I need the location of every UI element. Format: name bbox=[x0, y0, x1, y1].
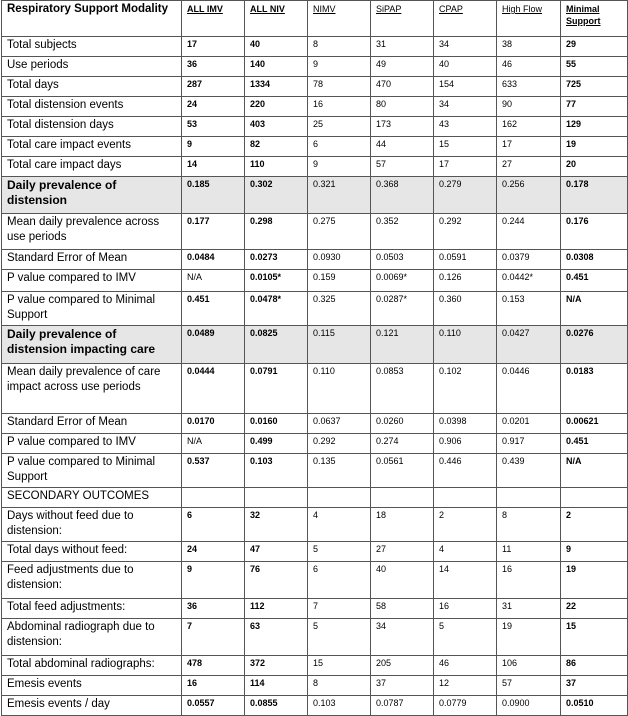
cell-high-flow: 16 bbox=[497, 562, 561, 599]
cell-minimal-support: 77 bbox=[561, 97, 628, 117]
column-header: ALL IMV bbox=[182, 1, 245, 37]
cell-sipap: 0.0260 bbox=[371, 414, 434, 434]
cell-minimal-support bbox=[561, 488, 628, 508]
cell-minimal-support: 0.00621 bbox=[561, 414, 628, 434]
cell-all-niv: 0.0273 bbox=[245, 250, 308, 270]
section-row bbox=[2, 488, 628, 508]
cell-all-niv: 0.298 bbox=[245, 214, 308, 250]
row-label: Total days bbox=[2, 77, 182, 97]
cell-all-imv: 36 bbox=[182, 57, 245, 77]
cell-high-flow: 46 bbox=[497, 57, 561, 77]
cell-minimal-support: 129 bbox=[561, 117, 628, 137]
column-header: NIMV bbox=[308, 1, 371, 37]
cell-cpap: 0.0779 bbox=[434, 696, 497, 716]
cell-high-flow: 106 bbox=[497, 656, 561, 676]
row-label: P value compared to Minimal Support bbox=[2, 292, 182, 326]
table-row bbox=[2, 364, 628, 414]
row-label: Feed adjustments due to distension: bbox=[2, 562, 182, 599]
cell-cpap: 0.0398 bbox=[434, 414, 497, 434]
cell-all-niv: 0.0160 bbox=[245, 414, 308, 434]
cell-sipap: 49 bbox=[371, 57, 434, 77]
cell-nimv: 8 bbox=[308, 37, 371, 57]
cell-minimal-support: 0.0276 bbox=[561, 326, 628, 364]
cell-minimal-support: 0.0308 bbox=[561, 250, 628, 270]
cell-high-flow: 17 bbox=[497, 137, 561, 157]
cell-cpap: 34 bbox=[434, 37, 497, 57]
column-header: SiPAP bbox=[371, 1, 434, 37]
row-label: Total distension events bbox=[2, 97, 182, 117]
cell-high-flow: 57 bbox=[497, 676, 561, 696]
cell-sipap: 0.0787 bbox=[371, 696, 434, 716]
cell-high-flow: 0.0201 bbox=[497, 414, 561, 434]
table-row bbox=[2, 676, 628, 696]
cell-sipap: 0.0561 bbox=[371, 454, 434, 488]
table-row bbox=[2, 619, 628, 656]
table-row bbox=[2, 434, 628, 454]
cell-all-imv: 24 bbox=[182, 97, 245, 117]
cell-sipap: 58 bbox=[371, 599, 434, 619]
cell-cpap: 34 bbox=[434, 97, 497, 117]
row-label: Mean daily prevalence of care impact across use periods bbox=[2, 364, 182, 414]
cell-high-flow bbox=[497, 488, 561, 508]
cell-all-niv: 47 bbox=[245, 542, 308, 562]
cell-nimv: 16 bbox=[308, 97, 371, 117]
cell-cpap: 16 bbox=[434, 599, 497, 619]
cell-cpap: 0.110 bbox=[434, 326, 497, 364]
cell-cpap: 43 bbox=[434, 117, 497, 137]
cell-high-flow: 0.439 bbox=[497, 454, 561, 488]
cell-all-niv: 0.302 bbox=[245, 177, 308, 214]
cell-all-niv: 112 bbox=[245, 599, 308, 619]
cell-nimv: 25 bbox=[308, 117, 371, 137]
cell-all-imv: 0.537 bbox=[182, 454, 245, 488]
cell-all-imv: 14 bbox=[182, 157, 245, 177]
cell-cpap: 40 bbox=[434, 57, 497, 77]
cell-high-flow: 0.153 bbox=[497, 292, 561, 326]
cell-minimal-support: 9 bbox=[561, 542, 628, 562]
cell-minimal-support: 37 bbox=[561, 676, 628, 696]
cell-cpap: 12 bbox=[434, 676, 497, 696]
cell-all-niv: 0.0791 bbox=[245, 364, 308, 414]
cell-sipap: 37 bbox=[371, 676, 434, 696]
cell-nimv: 0.159 bbox=[308, 270, 371, 292]
cell-sipap: 0.0287* bbox=[371, 292, 434, 326]
cell-high-flow: 27 bbox=[497, 157, 561, 177]
table-row bbox=[2, 454, 628, 488]
table-row bbox=[2, 599, 628, 619]
row-label: Days without feed due to distension: bbox=[2, 508, 182, 542]
table-row bbox=[2, 37, 628, 57]
cell-nimv: 5 bbox=[308, 542, 371, 562]
data-table bbox=[1, 0, 628, 716]
cell-sipap: 40 bbox=[371, 562, 434, 599]
table-row bbox=[2, 250, 628, 270]
cell-all-imv: 0.177 bbox=[182, 214, 245, 250]
cell-high-flow: 0.244 bbox=[497, 214, 561, 250]
cell-high-flow: 0.0446 bbox=[497, 364, 561, 414]
cell-all-imv: 17 bbox=[182, 37, 245, 57]
cell-all-niv: 0.0105* bbox=[245, 270, 308, 292]
cell-cpap: 0.360 bbox=[434, 292, 497, 326]
cell-minimal-support: 29 bbox=[561, 37, 628, 57]
table-row-highlight bbox=[2, 177, 628, 214]
cell-all-niv: 114 bbox=[245, 676, 308, 696]
cell-nimv: 0.321 bbox=[308, 177, 371, 214]
column-header: High Flow bbox=[497, 1, 561, 37]
cell-nimv: 8 bbox=[308, 676, 371, 696]
cell-nimv: 0.325 bbox=[308, 292, 371, 326]
table-row bbox=[2, 157, 628, 177]
cell-cpap: 0.292 bbox=[434, 214, 497, 250]
cell-all-niv: 372 bbox=[245, 656, 308, 676]
table-row bbox=[2, 214, 628, 250]
cell-high-flow: 90 bbox=[497, 97, 561, 117]
row-label: Total feed adjustments: bbox=[2, 599, 182, 619]
cell-high-flow: 8 bbox=[497, 508, 561, 542]
cell-all-niv: 32 bbox=[245, 508, 308, 542]
cell-sipap bbox=[371, 488, 434, 508]
cell-all-niv: 63 bbox=[245, 619, 308, 656]
row-label: P value compared to IMV bbox=[2, 434, 182, 454]
cell-cpap bbox=[434, 488, 497, 508]
cell-all-imv: 287 bbox=[182, 77, 245, 97]
table-row bbox=[2, 656, 628, 676]
cell-all-niv: 140 bbox=[245, 57, 308, 77]
cell-nimv: 0.292 bbox=[308, 434, 371, 454]
row-label: Abdominal radiograph due to distension: bbox=[2, 619, 182, 656]
cell-sipap: 57 bbox=[371, 157, 434, 177]
table-row bbox=[2, 270, 628, 292]
cell-all-imv: N/A bbox=[182, 434, 245, 454]
cell-nimv: 0.115 bbox=[308, 326, 371, 364]
row-label: Emesis events bbox=[2, 676, 182, 696]
cell-cpap: 0.279 bbox=[434, 177, 497, 214]
cell-nimv: 9 bbox=[308, 57, 371, 77]
cell-nimv: 0.0930 bbox=[308, 250, 371, 270]
cell-all-imv: 9 bbox=[182, 137, 245, 157]
cell-minimal-support: 15 bbox=[561, 619, 628, 656]
cell-high-flow: 19 bbox=[497, 619, 561, 656]
cell-cpap: 0.126 bbox=[434, 270, 497, 292]
cell-all-niv: 220 bbox=[245, 97, 308, 117]
table-row bbox=[2, 562, 628, 599]
cell-minimal-support: 55 bbox=[561, 57, 628, 77]
cell-nimv: 6 bbox=[308, 562, 371, 599]
cell-cpap: 46 bbox=[434, 656, 497, 676]
cell-sipap: 0.121 bbox=[371, 326, 434, 364]
table-row bbox=[2, 414, 628, 434]
table-row bbox=[2, 292, 628, 326]
cell-cpap: 2 bbox=[434, 508, 497, 542]
table-row bbox=[2, 77, 628, 97]
cell-all-imv: 16 bbox=[182, 676, 245, 696]
cell-minimal-support: 22 bbox=[561, 599, 628, 619]
cell-minimal-support: 19 bbox=[561, 562, 628, 599]
cell-all-imv: 9 bbox=[182, 562, 245, 599]
cell-sipap: 80 bbox=[371, 97, 434, 117]
cell-nimv: 0.103 bbox=[308, 696, 371, 716]
cell-high-flow: 11 bbox=[497, 542, 561, 562]
cell-all-niv bbox=[245, 488, 308, 508]
cell-sipap: 0.0853 bbox=[371, 364, 434, 414]
row-label: Mean daily prevalence across use periods bbox=[2, 214, 182, 250]
cell-all-imv: 53 bbox=[182, 117, 245, 137]
cell-high-flow: 0.0379 bbox=[497, 250, 561, 270]
cell-all-imv: 478 bbox=[182, 656, 245, 676]
cell-all-imv: 7 bbox=[182, 619, 245, 656]
row-label: Total care impact days bbox=[2, 157, 182, 177]
cell-minimal-support: 0.176 bbox=[561, 214, 628, 250]
cell-cpap: 0.0591 bbox=[434, 250, 497, 270]
cell-all-niv: 1334 bbox=[245, 77, 308, 97]
cell-nimv: 5 bbox=[308, 619, 371, 656]
cell-all-imv: 6 bbox=[182, 508, 245, 542]
cell-all-niv: 0.0478* bbox=[245, 292, 308, 326]
cell-minimal-support: N/A bbox=[561, 454, 628, 488]
cell-cpap: 0.906 bbox=[434, 434, 497, 454]
cell-all-niv: 403 bbox=[245, 117, 308, 137]
cell-cpap: 154 bbox=[434, 77, 497, 97]
column-header: Minimal Support bbox=[561, 1, 628, 37]
cell-nimv: 0.135 bbox=[308, 454, 371, 488]
table-row bbox=[2, 542, 628, 562]
cell-sipap: 470 bbox=[371, 77, 434, 97]
cell-minimal-support: N/A bbox=[561, 292, 628, 326]
row-label: Standard Error of Mean bbox=[2, 414, 182, 434]
column-header: CPAP bbox=[434, 1, 497, 37]
cell-all-niv: 0.0855 bbox=[245, 696, 308, 716]
cell-minimal-support: 725 bbox=[561, 77, 628, 97]
cell-sipap: 0.368 bbox=[371, 177, 434, 214]
cell-all-niv: 0.0825 bbox=[245, 326, 308, 364]
cell-nimv: 0.0637 bbox=[308, 414, 371, 434]
row-label: Use periods bbox=[2, 57, 182, 77]
cell-all-imv: 0.451 bbox=[182, 292, 245, 326]
cell-all-niv: 110 bbox=[245, 157, 308, 177]
cell-all-imv: 36 bbox=[182, 599, 245, 619]
cell-high-flow: 0.0442* bbox=[497, 270, 561, 292]
cell-cpap: 0.102 bbox=[434, 364, 497, 414]
header-title: Respiratory Support Modality bbox=[2, 1, 182, 37]
cell-cpap: 14 bbox=[434, 562, 497, 599]
cell-high-flow: 0.0900 bbox=[497, 696, 561, 716]
cell-all-niv: 0.499 bbox=[245, 434, 308, 454]
cell-all-niv: 76 bbox=[245, 562, 308, 599]
cell-minimal-support: 0.0183 bbox=[561, 364, 628, 414]
row-label: Total distension days bbox=[2, 117, 182, 137]
cell-all-imv bbox=[182, 488, 245, 508]
cell-all-imv: 0.0484 bbox=[182, 250, 245, 270]
cell-nimv: 78 bbox=[308, 77, 371, 97]
section-title: SECONDARY OUTCOMES bbox=[2, 488, 182, 508]
cell-minimal-support: 0.0510 bbox=[561, 696, 628, 716]
cell-all-niv: 82 bbox=[245, 137, 308, 157]
cell-high-flow: 0.917 bbox=[497, 434, 561, 454]
cell-minimal-support: 0.451 bbox=[561, 270, 628, 292]
cell-high-flow: 0.256 bbox=[497, 177, 561, 214]
cell-nimv: 7 bbox=[308, 599, 371, 619]
table-row bbox=[2, 117, 628, 137]
cell-sipap: 18 bbox=[371, 508, 434, 542]
table-row bbox=[2, 57, 628, 77]
cell-cpap: 17 bbox=[434, 157, 497, 177]
cell-nimv: 9 bbox=[308, 157, 371, 177]
cell-high-flow: 633 bbox=[497, 77, 561, 97]
cell-sipap: 34 bbox=[371, 619, 434, 656]
cell-sipap: 173 bbox=[371, 117, 434, 137]
cell-sipap: 0.0069* bbox=[371, 270, 434, 292]
cell-minimal-support: 19 bbox=[561, 137, 628, 157]
row-label: Daily prevalence of distension impacting care bbox=[2, 326, 182, 364]
cell-all-imv: 0.0170 bbox=[182, 414, 245, 434]
cell-nimv: 0.110 bbox=[308, 364, 371, 414]
row-label: Total subjects bbox=[2, 37, 182, 57]
cell-high-flow: 38 bbox=[497, 37, 561, 57]
cell-sipap: 0.274 bbox=[371, 434, 434, 454]
table-row bbox=[2, 508, 628, 542]
row-label: P value compared to Minimal Support bbox=[2, 454, 182, 488]
cell-nimv bbox=[308, 488, 371, 508]
cell-high-flow: 0.0427 bbox=[497, 326, 561, 364]
cell-all-niv: 40 bbox=[245, 37, 308, 57]
cell-all-imv: N/A bbox=[182, 270, 245, 292]
cell-cpap: 4 bbox=[434, 542, 497, 562]
column-header: ALL NIV bbox=[245, 1, 308, 37]
cell-sipap: 205 bbox=[371, 656, 434, 676]
table-row-highlight bbox=[2, 326, 628, 364]
cell-cpap: 5 bbox=[434, 619, 497, 656]
cell-nimv: 4 bbox=[308, 508, 371, 542]
row-label: Standard Error of Mean bbox=[2, 250, 182, 270]
cell-sipap: 0.352 bbox=[371, 214, 434, 250]
cell-high-flow: 162 bbox=[497, 117, 561, 137]
row-label: Emesis events / day bbox=[2, 696, 182, 716]
row-label: Total abdominal radiographs: bbox=[2, 656, 182, 676]
cell-minimal-support: 2 bbox=[561, 508, 628, 542]
cell-all-niv: 0.103 bbox=[245, 454, 308, 488]
row-label: Daily prevalence of distension bbox=[2, 177, 182, 214]
cell-nimv: 15 bbox=[308, 656, 371, 676]
cell-sipap: 27 bbox=[371, 542, 434, 562]
cell-minimal-support: 0.451 bbox=[561, 434, 628, 454]
cell-sipap: 44 bbox=[371, 137, 434, 157]
row-label: Total care impact events bbox=[2, 137, 182, 157]
cell-all-imv: 0.0557 bbox=[182, 696, 245, 716]
cell-minimal-support: 20 bbox=[561, 157, 628, 177]
cell-sipap: 0.0503 bbox=[371, 250, 434, 270]
cell-cpap: 15 bbox=[434, 137, 497, 157]
row-label: P value compared to IMV bbox=[2, 270, 182, 292]
cell-all-imv: 0.185 bbox=[182, 177, 245, 214]
cell-all-imv: 0.0489 bbox=[182, 326, 245, 364]
header-row bbox=[2, 1, 628, 37]
cell-nimv: 6 bbox=[308, 137, 371, 157]
cell-sipap: 31 bbox=[371, 37, 434, 57]
table-row bbox=[2, 137, 628, 157]
cell-nimv: 0.275 bbox=[308, 214, 371, 250]
cell-high-flow: 31 bbox=[497, 599, 561, 619]
cell-cpap: 0.446 bbox=[434, 454, 497, 488]
row-label: Total days without feed: bbox=[2, 542, 182, 562]
cell-all-imv: 24 bbox=[182, 542, 245, 562]
cell-minimal-support: 86 bbox=[561, 656, 628, 676]
cell-minimal-support: 0.178 bbox=[561, 177, 628, 214]
cell-all-imv: 0.0444 bbox=[182, 364, 245, 414]
table-row bbox=[2, 97, 628, 117]
